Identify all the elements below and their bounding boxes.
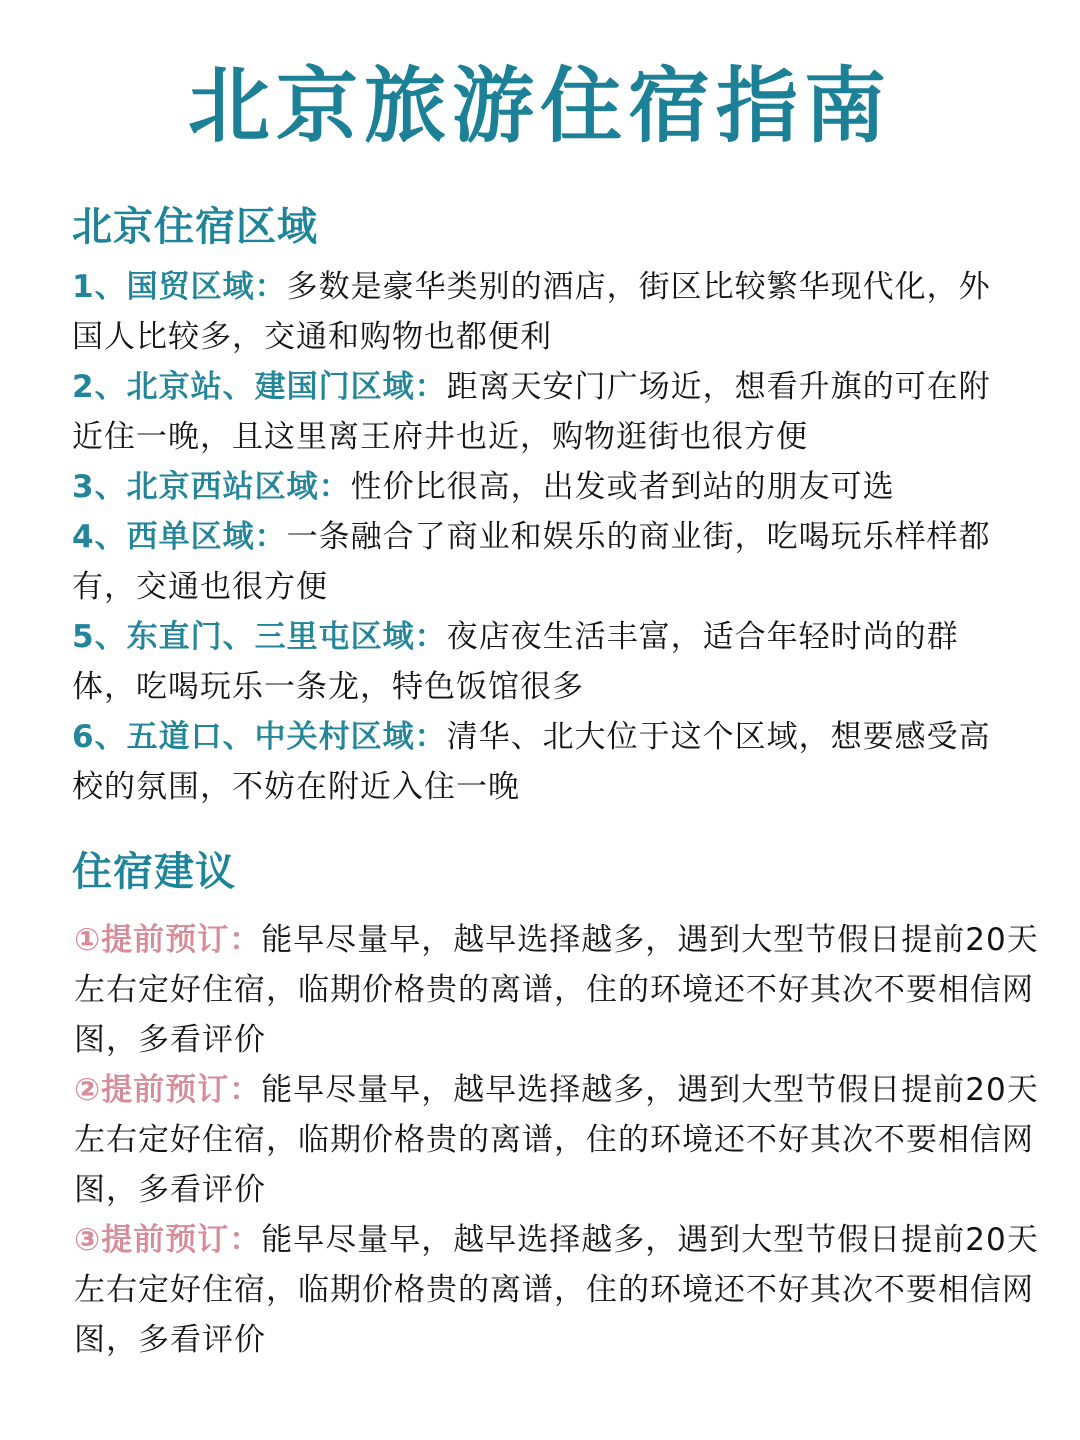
area-label: 4、西单区域： — [72, 519, 287, 555]
area-label: 3、北京西站区域： — [72, 469, 351, 505]
area-description: 多数是豪华类别的酒店，街区比较繁华现代化，外国人比较多，交通和购物也都便利 — [72, 269, 991, 355]
area-label: 2、北京站、建国门区域： — [72, 369, 447, 405]
area-label: 6、五道口、中关村区域： — [72, 719, 447, 755]
tip-list — [74, 915, 1054, 1365]
area-item — [72, 612, 1012, 712]
areas-section-heading: 北京住宿区域 — [72, 204, 318, 250]
area-description: 夜店夜生活丰富，适合年轻时尚的群体，吃喝玩乐一条龙，特色饭馆很多 — [72, 619, 959, 705]
tip-item — [74, 1065, 1054, 1215]
tip-label: ③提前预订： — [74, 1222, 262, 1258]
area-label: 5、东直门、三里屯区域： — [72, 619, 447, 655]
area-description: 一条融合了商业和娱乐的商业街，吃喝玩乐样样都有，交通也很方便 — [72, 519, 991, 605]
tip-item — [74, 915, 1054, 1065]
area-description: 清华、北大位于这个区域，想要感受高校的氛围，不妨在附近入住一晚 — [72, 719, 991, 805]
area-description: 性价比很高，出发或者到站的朋友可选 — [350, 469, 895, 505]
area-description: 距离天安门广场近，想看升旗的可在附近住一晚，且这里离王府井也近，购物逛街也很方便 — [72, 369, 991, 455]
tips-section-heading: 住宿建议 — [72, 849, 236, 895]
tip-label: ①提前预订： — [74, 922, 262, 958]
tip-description: 能早尽量早，越早选择越多，遇到大型节假日提前20天左右定好住宿，临期价格贵的离谱，住的环境还不好其次不要相信网图，多看评价 — [74, 922, 1039, 1058]
area-item — [72, 362, 1012, 462]
tip-description: 能早尽量早，越早选择越多，遇到大型节假日提前20天左右定好住宿，临期价格贵的离谱，住的环境还不好其次不要相信网图，多看评价 — [74, 1222, 1039, 1358]
page-title: 北京旅游住宿指南 — [187, 59, 892, 154]
area-item — [72, 462, 1012, 512]
area-item — [72, 712, 1012, 812]
area-list — [72, 262, 1012, 812]
area-item — [72, 262, 1012, 362]
tip-item — [74, 1215, 1054, 1365]
area-label: 1、国贸区域： — [72, 269, 287, 305]
tip-description: 能早尽量早，越早选择越多，遇到大型节假日提前20天左右定好住宿，临期价格贵的离谱，住的环境还不好其次不要相信网图，多看评价 — [74, 1072, 1039, 1208]
area-item — [72, 512, 1012, 612]
tip-label: ②提前预订： — [74, 1072, 262, 1108]
